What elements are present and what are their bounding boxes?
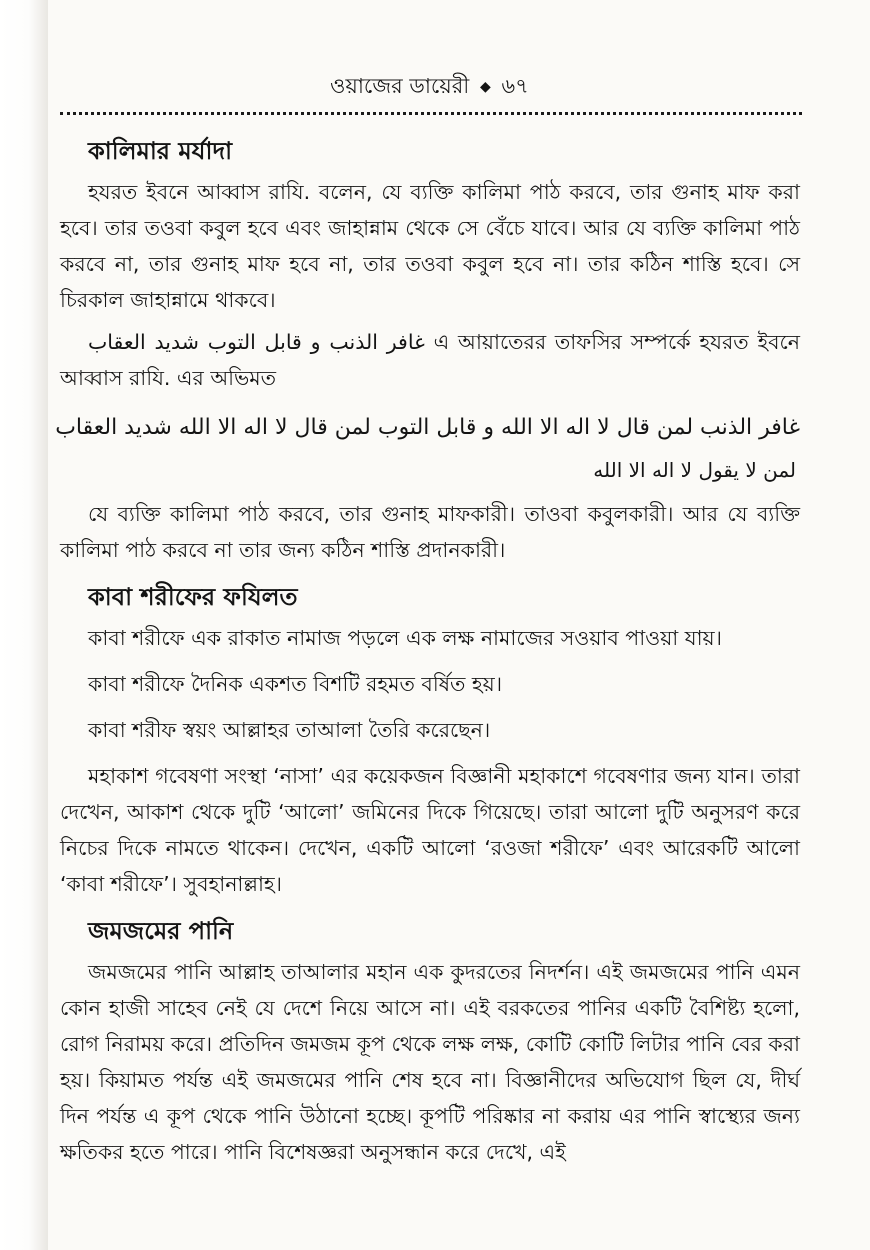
heading-zamzam: জমজমের পানি [88,917,234,945]
kaba-para-4: মহাকাশ গবেষণা সংস্থা ‘নাসা’ এর কয়েকজন বিজ্ঞানী মহাকাশে গবেষণার জন্য যান। তারা দেখেন, আকাশ থেকে দুটি ‘আলো’ জমিনের দিকে গিয়েছে। তারা আলো দুটি অনুসরণ করে নিচের দিকে নামতে থাকেন। দেখেন, একটি আলো ‘রওজা শরীফে’ এবং আরেকটি আলো ‘কাবা শরীফে’। সুবহানাল্লাহ। [60,764,800,896]
kalima-para-2-text: এ আয়াতেরর তাফসির সম্পর্কে হযরত ইবনে আব্বাস রাযি. এর অভিমত [60,330,800,390]
kalima-para-2 [60,324,800,396]
kaba-para-2: কাবা শরীফে দৈনিক একশত বিশটি রহমত বর্ষিত হয়। [88,672,503,696]
verse-arabic: غافر الذنب و قابل التوب شديد العقاب [88,330,425,354]
page-binding-shadow [0,0,48,1250]
heading-kaba: কাবা শরীফের ফযিলত [88,583,298,611]
kalima-para-1: হযরত ইবনে আব্বাস রাযি. বলেন, যে ব্যক্তি কালিমা পাঠ করবে, তার গুনাহ মাফ করা হবে। তার তওবা কবুল হবে এবং জাহান্নাম থেকে সে বেঁচে যাবে। আর যে ব্যক্তি কালিমা পাঠ করবে না, তার গুনাহ মাফ হবে না, তার তওবা কবুল হবে না। তার কঠিন শাস্তি হবে। সে চিরকাল জাহান্নামে থাকবে। [60,180,800,312]
diamond-separator-icon: ◆ [479,79,491,95]
header-dotted-rule [60,112,802,115]
page-content [55,128,800,1170]
kalima-para-3: যে ব্যক্তি কালিমা পাঠ করবে, তার গুনাহ মাফকারী। তাওবা কবুলকারী। আর যে ব্যক্তি কালিমা পাঠ করবে না তার জন্য কঠিন শাস্তি প্রদানকারী। [60,502,800,562]
zamzam-para-1: জমজমের পানি আল্লাহ তাআলার মহান এক কুদরতের নিদর্শন। এই জমজমের পানি এমন কোন হাজী সাহেব নেই যে দেশে নিয়ে আসে না। এই বরকতের পানির একটি বৈশিষ্ট্য হলো, রোগ নিরাময় করে। প্রতিদিন জমজম কূপ থেকে লক্ষ লক্ষ, কোটি কোটি লিটার পানি বের করা হয়। কিয়ামত পর্যন্ত এই জমজমের পানি শেষ হবে না। বিজ্ঞানীদের অভিযোগ ছিল যে, দীর্ঘ দিন পর্যন্ত এ কূপ থেকে পানি উঠানো হচ্ছে। কূপটি পরিষ্কার না করায় এর পানি স্বাস্থ্যের জন্য ক্ষতিকর হতে পারে। পানি বিশেষজ্ঞরা অনুসন্ধান করে দেখে, এই [60,960,800,1164]
page-number: ৬৭ [501,74,529,98]
heading-kalima: কালিমার মর্যাদা [88,137,233,165]
tafsir-arabic-line-2: لمن لا يقول لا اله الا الله [593,458,796,482]
running-header [330,72,529,101]
tafsir-arabic-line-1: غافر الذنب لمن قال لا اله الا الله و قابل التوب لمن قال لا اله الا الله شديد العقاب [55,415,800,440]
kaba-para-1: কাবা শরীফে এক রাকাত নামাজ পড়লে এক লক্ষ নামাজের সওয়াব পাওয়া যায়। [88,626,722,650]
header-title: ওয়াজের ডায়েরী [330,74,470,98]
kaba-para-3: কাবা শরীফ স্বয়ং আল্লাহর তাআলা তৈরি করেছেন। [88,718,491,742]
